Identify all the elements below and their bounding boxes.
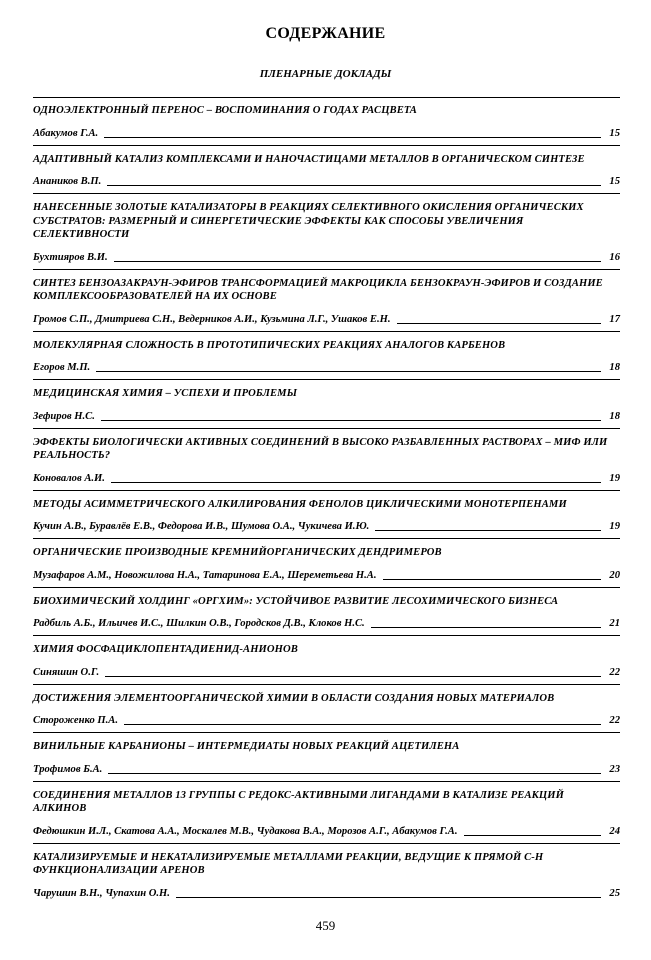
dot-leader — [111, 482, 601, 483]
entry-title: ОДНОЭЛЕКТРОННЫЙ ПЕРЕНОС – ВОСПОМИНАНИЯ О ГОДАХ РАСЦВЕТА — [33, 105, 417, 116]
dot-leader — [397, 323, 602, 324]
dot-leader — [108, 773, 601, 774]
entry-authors: Анаников В.П. — [33, 176, 102, 187]
dot-leader — [105, 676, 601, 677]
entry-title: МОЛЕКУЛЯРНАЯ СЛОЖНОСТЬ В ПРОТОТИПИЧЕСКИХ РЕАКЦИЯХ АНАЛОГОВ КАРБЕНОВ — [33, 339, 506, 351]
dot-leader — [371, 627, 602, 628]
toc-entry — [33, 201, 620, 264]
entry-authors: Кучин А.В., Буравлёв Е.В., Федорова И.В., Шумова О.А., Чукичева И.Ю. — [33, 521, 370, 532]
entry-divider — [33, 428, 620, 429]
entry-page: 25 — [609, 887, 620, 899]
toc-entry — [33, 546, 620, 582]
entry-page: 23 — [609, 763, 620, 775]
entry-page: 24 — [609, 825, 620, 837]
entry-page: 15 — [609, 127, 620, 139]
entry-title: МЕТОДЫ АСИММЕТРИЧЕСКОГО АЛКИЛИРОВАНИЯ ФЕНОЛОВ ЦИКЛИЧЕСКИМИ МОНОТЕРПЕНАМИ — [33, 498, 567, 510]
toc-list — [33, 104, 620, 900]
dot-leader — [375, 530, 601, 531]
page-number: 459 — [315, 918, 336, 933]
entry-authors: Бухтияров В.И. — [33, 251, 108, 263]
entry-page: 16 — [609, 251, 620, 263]
entry-page: 20 — [609, 569, 620, 581]
entry-divider — [33, 732, 620, 733]
entry-authors: Трофимов Б.А. — [33, 763, 103, 775]
entry-page: 21 — [609, 618, 620, 629]
entry-authors: Громов С.П., Дмитриева С.Н., Ведерников А.И., Кузьмина Л.Г., Ушаков Е.Н. — [33, 313, 391, 325]
entry-title: ХИМИЯ ФОСФАЦИКЛОПЕНТАДИЕНИД-АНИОНОВ — [33, 644, 298, 655]
toc-entry — [33, 692, 620, 728]
entry-divider — [33, 843, 620, 844]
toc-entry — [33, 104, 620, 140]
entry-divider — [33, 587, 620, 588]
entry-title: НАНЕСЕННЫЕ ЗОЛОТЫЕ КАТАЛИЗАТОРЫ В РЕАКЦИЯХ СЕЛЕКТИВНОГО ОКИСЛЕНИЯ ОРГАНИЧЕСКИХ СУБСТРАТОВ: РАЗМЕРНЫЙ И СИНЕРГЕТИЧЕСКИЕ ЭФФЕКТЫ КАК СПОСОБЫ УВЕЛИЧЕНИЯ СЕЛЕКТИВНОСТИ — [33, 202, 584, 240]
entry-divider — [33, 379, 620, 380]
dot-leader — [101, 420, 602, 421]
entry-title: АДАПТИВНЫЙ КАТАЛИЗ КОМПЛЕКСАМИ И НАНОЧАСТИЦАМИ МЕТАЛЛОВ В ОРГАНИЧЕСКОМ СИНТЕЗЕ — [33, 153, 585, 165]
toc-entry — [33, 153, 620, 189]
entry-title: МЕДИЦИНСКАЯ ХИМИЯ – УСПЕХИ И ПРОБЛЕМЫ — [33, 388, 298, 399]
entry-page: 18 — [609, 410, 620, 422]
entry-title: СОЕДИНЕНИЯ МЕТАЛЛОВ 13 ГРУППЫ С РЕДОКС-АКТИВНЫМИ ЛИГАНДАМИ В КАТАЛИЗЕ РЕАКЦИЙ АЛКИНОВ — [33, 789, 564, 814]
entry-divider — [33, 635, 620, 636]
entry-title: ЭФФЕКТЫ БИОЛОГИЧЕСКИ АКТИВНЫХ СОЕДИНЕНИЙ В ВЫСОКО РАЗБАВЛЕННЫХ РАСТВОРАХ – МИФ ИЛИ РЕАЛЬНОСТЬ? — [33, 436, 608, 461]
entry-divider — [33, 538, 620, 539]
dot-leader — [107, 185, 601, 186]
top-rule — [33, 97, 620, 98]
entry-title: ВИНИЛЬНЫЕ КАРБАНИОНЫ – ИНТЕРМЕДИАТЫ НОВЫХ РЕАКЦИЙ АЦЕТИЛЕНА — [33, 741, 460, 752]
entry-divider — [33, 269, 620, 270]
entry-page: 22 — [609, 715, 620, 726]
dot-leader — [124, 724, 601, 725]
toc-entry — [33, 595, 620, 631]
entry-authors: Зефиров Н.С. — [33, 410, 95, 422]
entry-page: 18 — [609, 362, 620, 373]
dot-leader — [114, 261, 602, 262]
toc-entry — [33, 387, 620, 423]
entry-page: 19 — [609, 472, 620, 484]
dot-leader — [176, 897, 601, 898]
toc-entry — [33, 851, 620, 900]
toc-entry — [33, 436, 620, 485]
entry-divider — [33, 331, 620, 332]
toc-entry — [33, 643, 620, 679]
entry-divider — [33, 684, 620, 685]
dot-leader — [96, 371, 601, 372]
entry-divider — [33, 490, 620, 491]
toc-entry — [33, 498, 620, 534]
entry-divider — [33, 781, 620, 782]
toc-entry — [33, 740, 620, 776]
entry-authors: Синяшин О.Г. — [33, 666, 100, 678]
dot-leader — [383, 579, 602, 580]
entry-page: 22 — [609, 666, 620, 678]
entry-authors: Стороженко П.А. — [33, 715, 118, 726]
entry-authors: Абакумов Г.А. — [33, 127, 99, 139]
toc-entry — [33, 339, 620, 375]
dot-leader — [464, 835, 602, 836]
entry-page: 19 — [609, 521, 620, 532]
entry-authors: Чарушин В.Н., Чупахин О.Н. — [33, 887, 170, 899]
toc-entry — [33, 789, 620, 838]
entry-page: 15 — [609, 176, 620, 187]
entry-authors: Музафаров А.М., Новожилова Н.А., Татаринова Е.А., Шереметьева Н.А. — [33, 569, 377, 581]
entry-title: ДОСТИЖЕНИЯ ЭЛЕМЕНТООРГАНИЧЕСКОЙ ХИМИИ В ОБЛАСТИ СОЗДАНИЯ НОВЫХ МАТЕРИАЛОВ — [33, 692, 555, 704]
entry-divider — [33, 193, 620, 194]
toc-entry — [33, 277, 620, 326]
entry-title: СИНТЕЗ БЕНЗОАЗАКРАУН-ЭФИРОВ ТРАНСФОРМАЦИЕЙ МАКРОЦИКЛА БЕНЗОКРАУН-ЭФИРОВ И СОЗДАНИЕ КОМПЛЕКСООБРАЗОВАТЕЛЕЙ НА ИХ ОСНОВЕ — [33, 277, 603, 302]
entry-authors: Егоров М.П. — [33, 362, 91, 373]
entry-page: 17 — [609, 313, 620, 325]
entry-title: ОРГАНИЧЕСКИЕ ПРОИЗВОДНЫЕ КРЕМНИЙОРГАНИЧЕСКИХ ДЕНДРИМЕРОВ — [33, 547, 442, 558]
entry-title: БИОХИМИЧЕСКИЙ ХОЛДИНГ «ОРГХИМ»: УСТОЙЧИВОЕ РАЗВИТИЕ ЛЕСОХИМИЧЕСКОГО БИЗНЕСА — [33, 595, 559, 607]
entry-authors: Федюшкин И.Л., Скатова А.А., Москалев М.В., Чудакова В.А., Морозов А.Г., Абакумов Г.А. — [33, 825, 458, 837]
entry-title: КАТАЛИЗИРУЕМЫЕ И НЕКАТАЛИЗИРУЕМЫЕ МЕТАЛЛАМИ РЕАКЦИИ, ВЕДУЩИЕ К ПРЯМОЙ С-Н ФУНКЦИОНАЛИЗАЦИИ АРЕНОВ — [33, 851, 544, 876]
dot-leader — [104, 137, 601, 138]
page-title: СОДЕРЖАНИЕ — [265, 25, 386, 42]
entry-authors: Коновалов А.И. — [33, 472, 105, 484]
section-heading: ПЛЕНАРНЫЕ ДОКЛАДЫ — [259, 68, 392, 80]
entry-divider — [33, 145, 620, 146]
entry-authors: Радбиль А.Б., Ильичев И.С., Шилкин О.В., Городсков Д.В., Клоков Н.С. — [33, 618, 365, 629]
